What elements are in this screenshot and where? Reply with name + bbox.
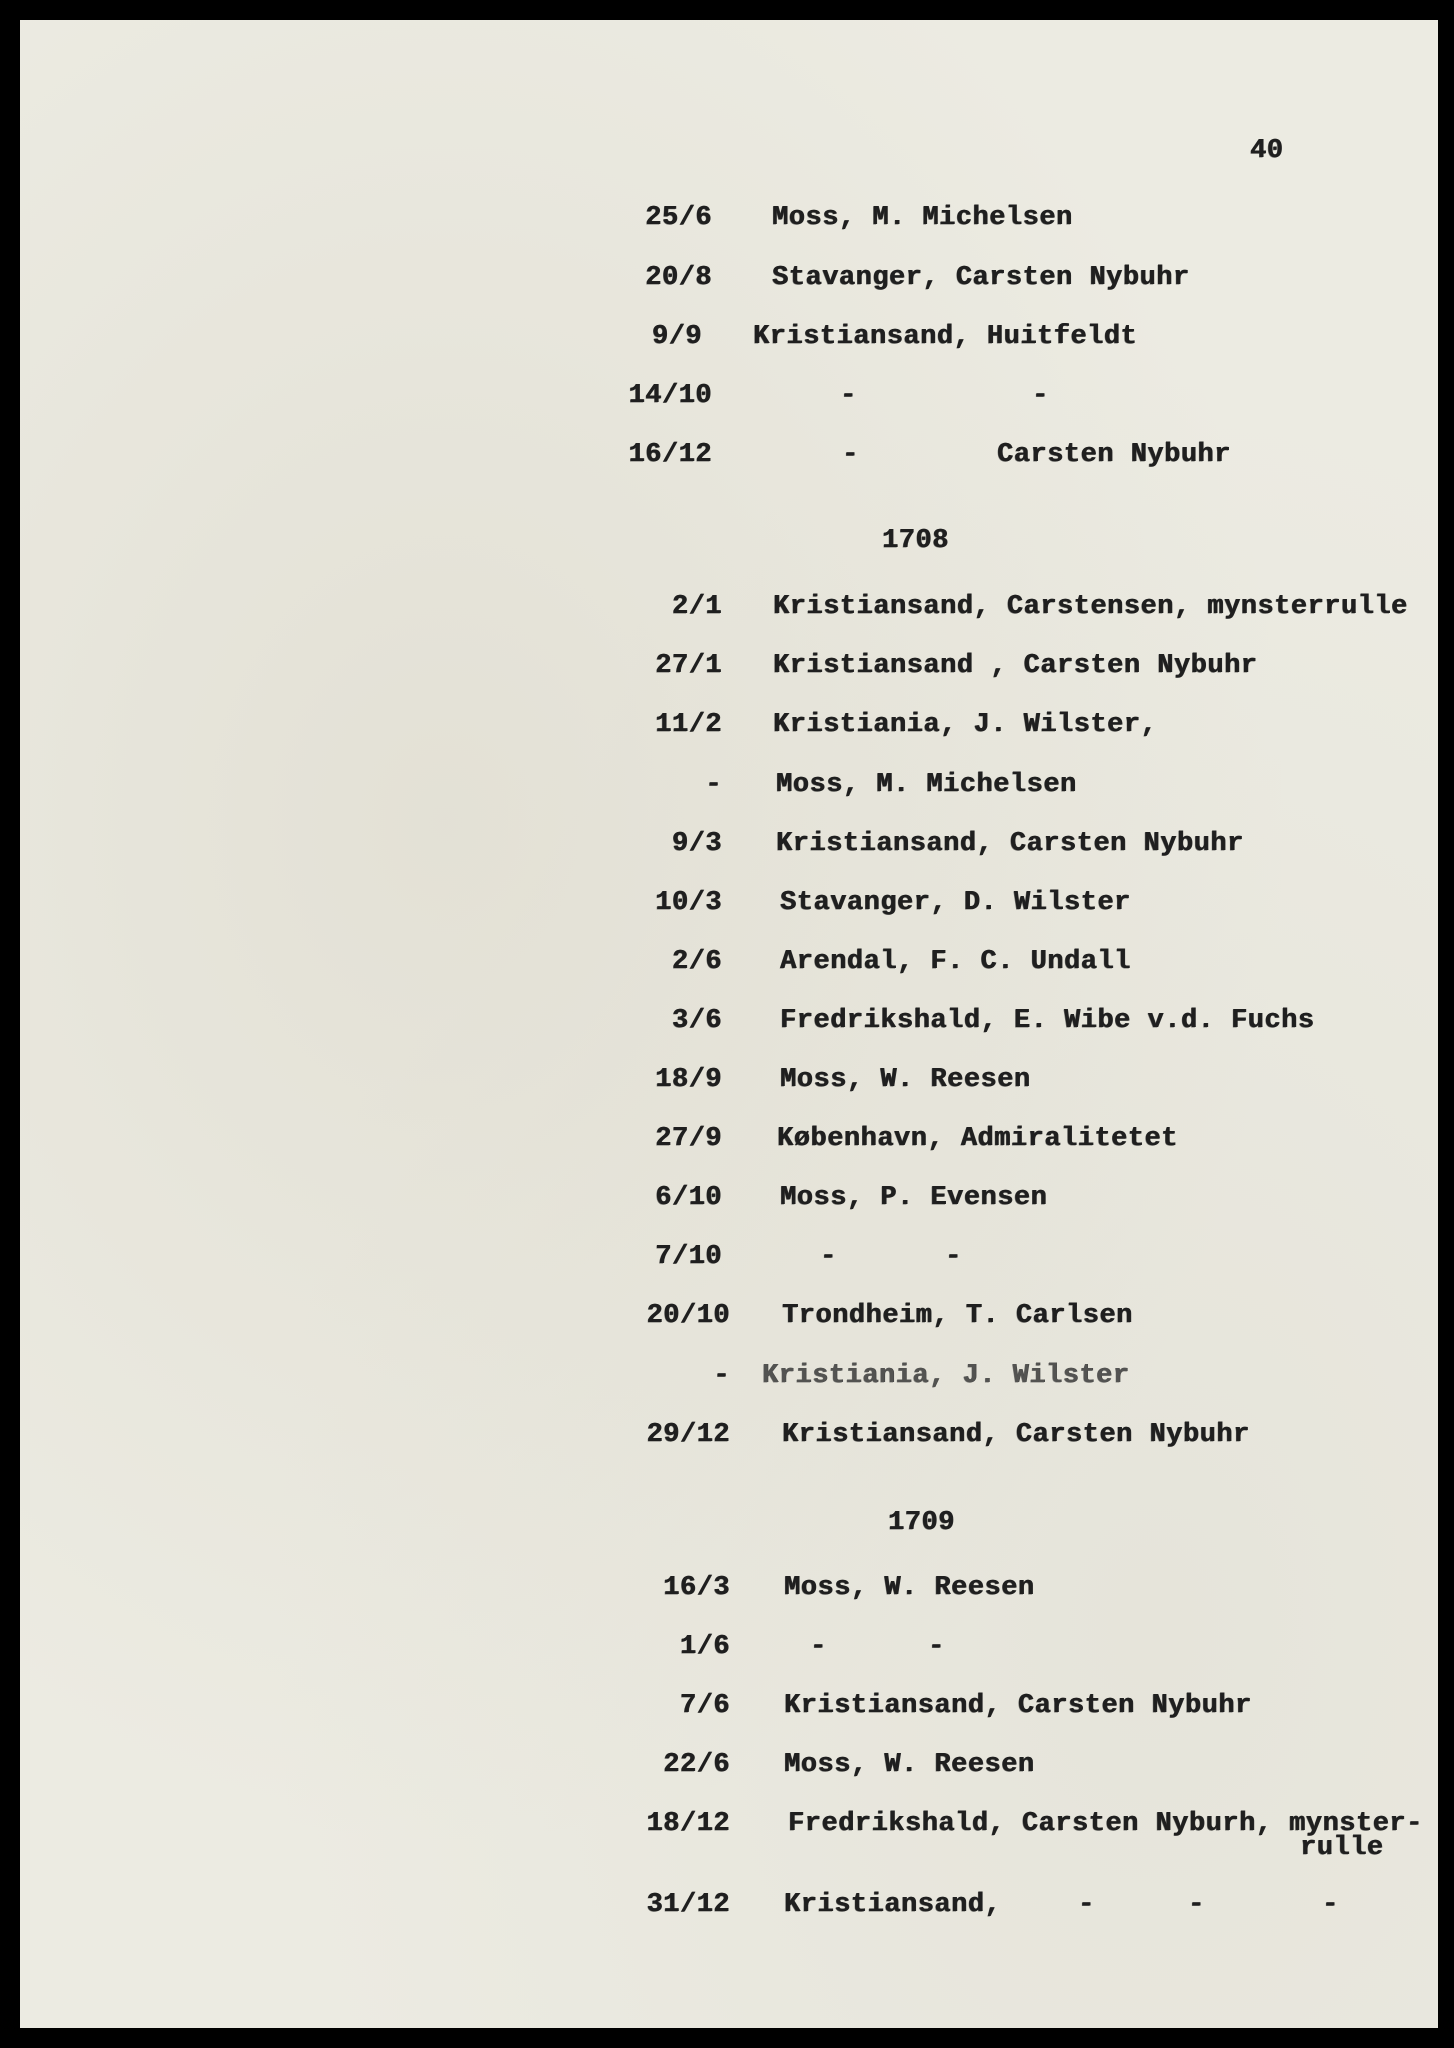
- entry-text-continuation: rulle: [1300, 1833, 1384, 1863]
- entry-date: 16/3: [663, 1573, 730, 1603]
- entry-date: 31/12: [646, 1890, 730, 1920]
- entry-text: Kristiania, J. Wilster,: [773, 710, 1158, 740]
- entry-date: -: [705, 770, 722, 800]
- entry-text: Moss, W. Reesen: [780, 1065, 1031, 1095]
- entry-text: Kristiansand , Carsten Nybuhr: [773, 651, 1258, 681]
- entry-date: 29/12: [646, 1420, 730, 1450]
- entry-text: Moss, W. Reesen: [784, 1573, 1035, 1603]
- entry-text: Stavanger, D. Wilster: [780, 888, 1131, 918]
- entry-date: 9/9: [651, 322, 702, 352]
- document-page: [20, 20, 1438, 2028]
- entry-date: 10/3: [655, 888, 722, 918]
- ditto-mark: -: [928, 1632, 945, 1662]
- entry-date: 22/6: [663, 1750, 730, 1780]
- entry-text: Carsten Nybuhr: [997, 440, 1231, 470]
- entry-date: 18/12: [646, 1809, 730, 1839]
- entry-date: 7/6: [679, 1691, 730, 1721]
- entry-text: Moss, P. Evensen: [780, 1183, 1048, 1213]
- entry-date: 2/6: [671, 947, 722, 977]
- entry-date: 1/6: [679, 1632, 730, 1662]
- entry-text: Kristiania, J. Wilster: [762, 1361, 1130, 1391]
- entry-text: Fredrikshald, Carsten Nyburh, mynster-: [788, 1809, 1423, 1839]
- entry-date: 14/10: [628, 381, 712, 411]
- entry-date: 18/9: [655, 1065, 722, 1095]
- entry-date: 3/6: [671, 1006, 722, 1036]
- ditto-mark: -: [820, 1242, 837, 1272]
- entry-text: Arendal, F. C. Undall: [780, 947, 1131, 977]
- ditto-mark: -: [810, 1632, 827, 1662]
- year-heading: 1709: [888, 1508, 955, 1538]
- ditto-mark: -: [842, 440, 859, 470]
- ditto-mark: -: [945, 1242, 962, 1272]
- ditto-mark: -: [840, 381, 857, 411]
- entry-date: 20/8: [645, 263, 712, 293]
- entry-date: 2/1: [671, 592, 722, 622]
- entry-date: 11/2: [655, 710, 722, 740]
- ditto-mark: -: [1078, 1890, 1095, 1920]
- entry-date: 27/9: [655, 1124, 722, 1154]
- entry-date: 20/10: [646, 1301, 730, 1331]
- entry-date: 9/3: [671, 829, 722, 859]
- entry-text: Moss, W. Reesen: [784, 1750, 1035, 1780]
- entry-date: 6/10: [655, 1183, 722, 1213]
- ditto-mark: -: [1322, 1890, 1339, 1920]
- year-heading: 1708: [882, 526, 949, 556]
- entry-text: Stavanger, Carsten Nybuhr: [772, 263, 1190, 293]
- ditto-mark: -: [1032, 381, 1049, 411]
- entry-text: Fredrikshald, E. Wibe v.d. Fuchs: [780, 1006, 1315, 1036]
- entry-text: Trondheim, T. Carlsen: [782, 1301, 1133, 1331]
- entry-text: Kristiansand, Carstensen, mynsterrulle: [773, 592, 1408, 622]
- entry-text: Kristiansand, Carsten Nybuhr: [782, 1420, 1250, 1450]
- entry-date: -: [713, 1361, 730, 1391]
- entry-text: København, Admiralitetet: [777, 1124, 1178, 1154]
- entry-date: 7/10: [655, 1242, 722, 1272]
- entry-text: Moss, M. Michelsen: [772, 203, 1073, 233]
- entry-text: Kristiansand, Carsten Nybuhr: [784, 1691, 1252, 1721]
- entry-date: 27/1: [655, 651, 722, 681]
- entry-text: Moss, M. Michelsen: [776, 770, 1077, 800]
- entry-text: Kristiansand, Carsten Nybuhr: [776, 829, 1244, 859]
- page-number: 40: [1250, 136, 1284, 166]
- entry-date: 16/12: [628, 440, 712, 470]
- entry-date: 25/6: [645, 203, 712, 233]
- entry-text: Kristiansand,: [784, 1890, 1002, 1920]
- ditto-mark: -: [1188, 1890, 1205, 1920]
- entry-text: Kristiansand, Huitfeldt: [753, 322, 1138, 352]
